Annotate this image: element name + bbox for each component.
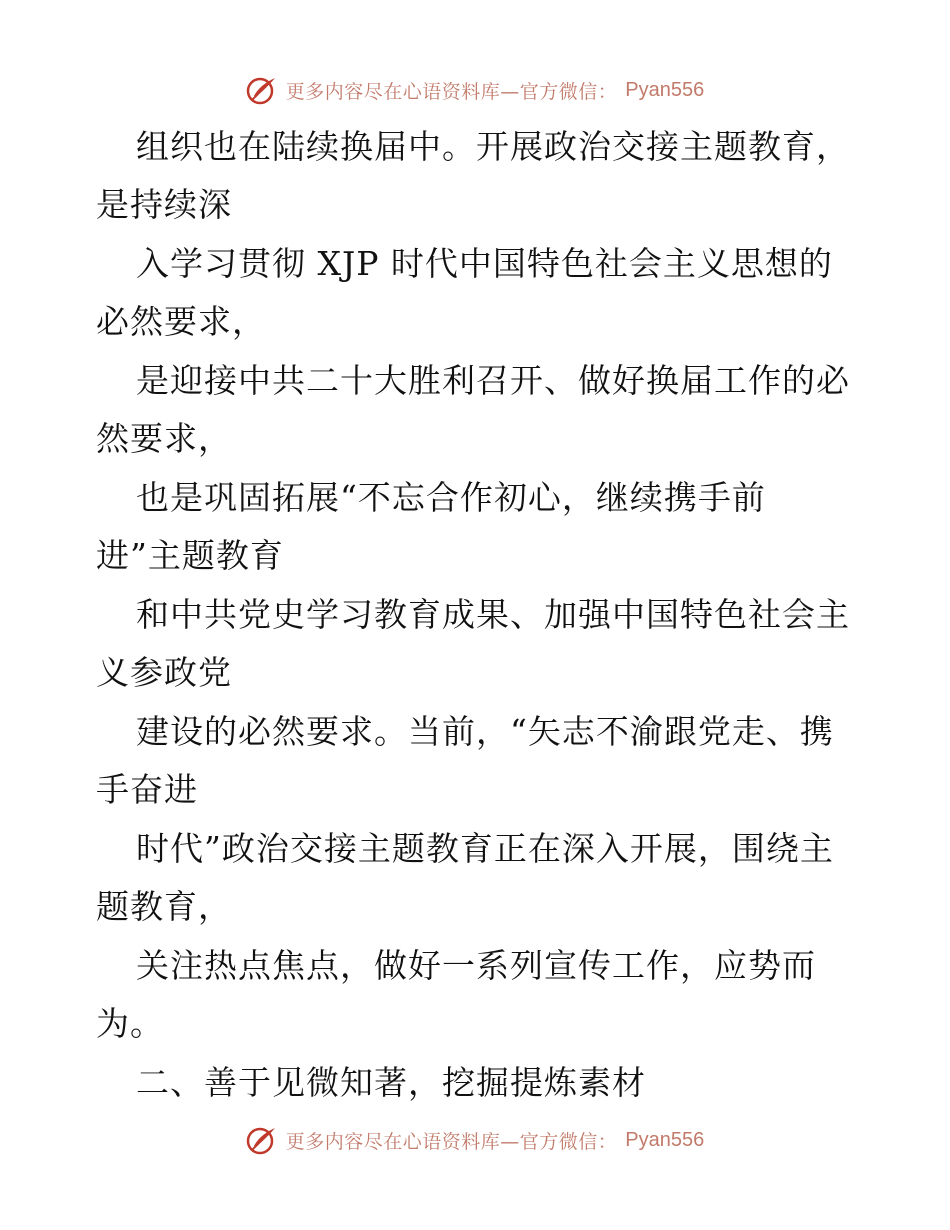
- section-heading: 二、善于见微知著，挖掘提炼素材: [136, 1063, 646, 1102]
- feather-pen-logo-icon: [246, 74, 278, 106]
- watermark-handle: Pyan556: [625, 1128, 705, 1151]
- watermark-text: 更多内容尽在心语资料库—官方微信：: [285, 80, 618, 103]
- body-line: 和中共党史学习教育成果、加强中国特色社会主: [136, 595, 850, 634]
- body-line: 必然要求，: [96, 302, 266, 341]
- body-line: 题教育，: [96, 887, 232, 926]
- body-line: 是持续深: [96, 185, 232, 224]
- body-line: 为。: [96, 1004, 164, 1043]
- feather-pen-logo-icon: [246, 1124, 278, 1156]
- body-line: 进”主题教育: [96, 536, 284, 575]
- watermark-handle: Pyan556: [625, 78, 705, 101]
- body-line: 义参政党: [96, 653, 232, 692]
- body-line: 是迎接中共二十大胜利召开、做好换届工作的必: [136, 361, 850, 400]
- body-line: 也是巩固拓展“不忘合作初心，继续携手前: [136, 478, 766, 517]
- body-line: 入学习贯彻 XJP 时代中国特色社会主义思想的: [136, 244, 833, 283]
- body-line: 然要求，: [96, 419, 232, 458]
- body-line: 组织也在陆续换届中。开展政治交接主题教育，: [136, 127, 850, 166]
- watermark-text: 更多内容尽在心语资料库—官方微信：: [285, 1130, 618, 1153]
- body-line: 关注热点焦点，做好一系列宣传工作，应势而: [136, 946, 816, 985]
- footer-watermark: [0, 1120, 950, 1160]
- body-line: 时代”政治交接主题教育正在深入开展，围绕主: [136, 829, 834, 868]
- body-line: 手奋进: [96, 770, 198, 809]
- body-line: 建设的必然要求。当前，“矢志不渝跟党走、携: [136, 712, 834, 751]
- header-watermark: [0, 70, 950, 110]
